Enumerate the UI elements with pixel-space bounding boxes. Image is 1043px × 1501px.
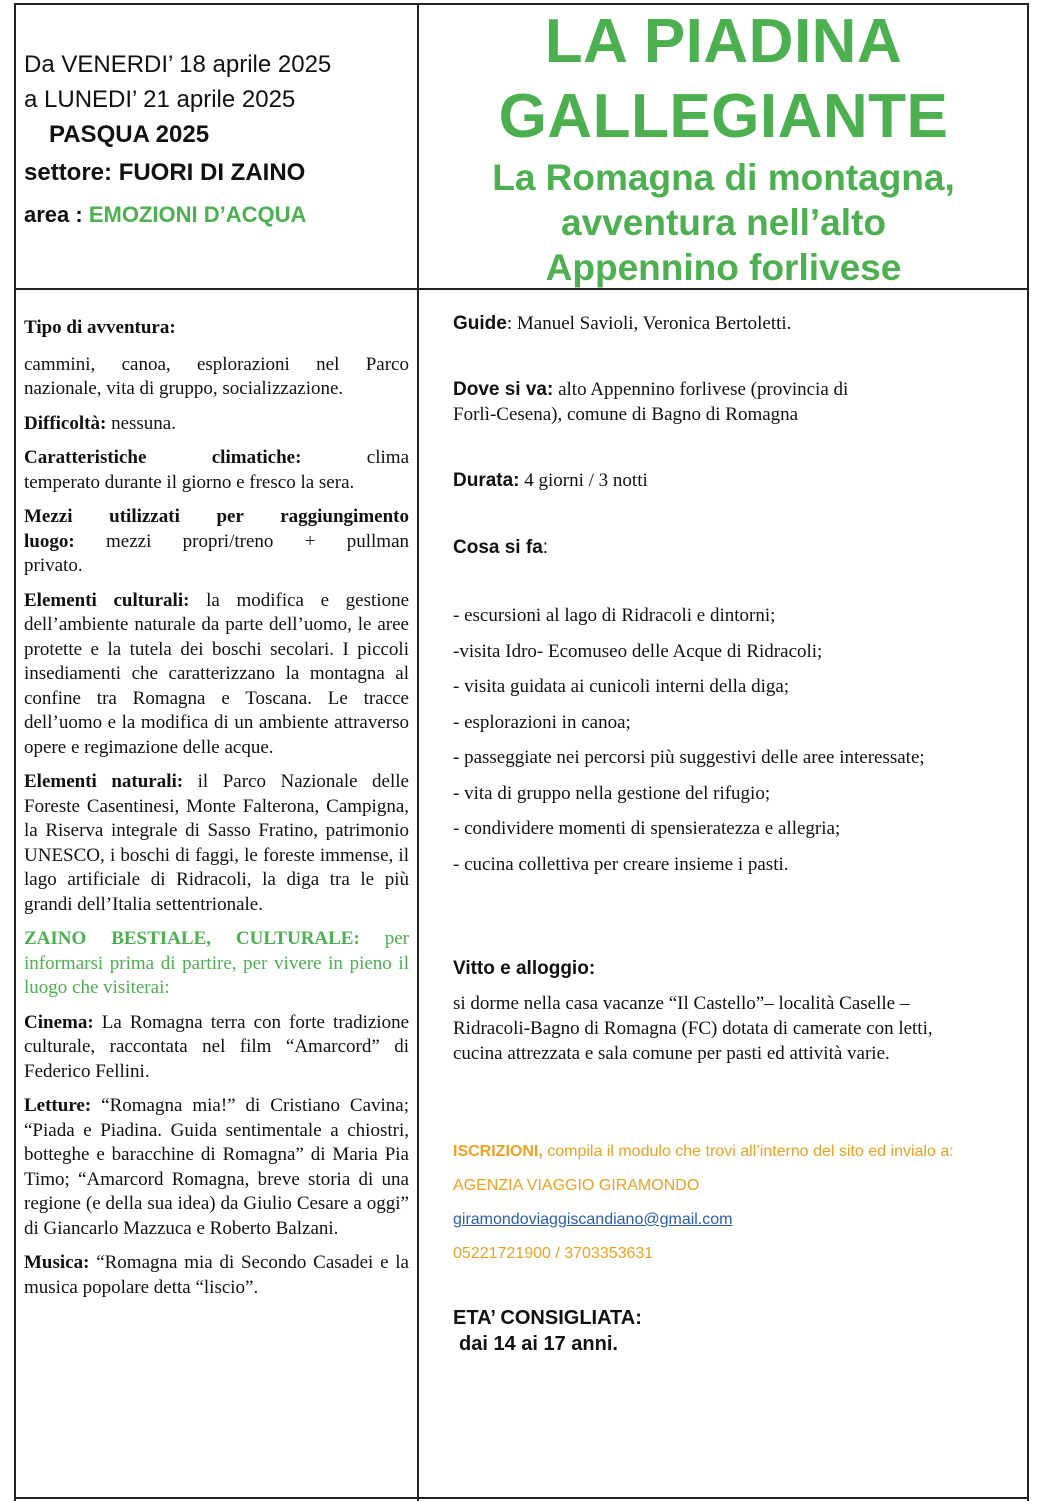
mezzi-line-2: [24, 530, 409, 555]
vitto-heading: [453, 956, 595, 981]
tipo-label: Tipo di avventura:: [24, 317, 176, 338]
letture: [24, 1094, 409, 1241]
tipo-text: [24, 353, 409, 402]
border-left: [14, 3, 16, 1501]
mezzi: [24, 505, 409, 579]
subtitle-line-1: La Romagna di montagna,: [492, 157, 955, 198]
subtitle-line-2: avventura nell’alto: [561, 202, 886, 243]
zaino-label: ZAINO BESTIALE, CULTURALE:: [24, 928, 360, 949]
list-item: - esplorazioni in canoa;: [453, 711, 631, 733]
mezzi-label: luogo:: [24, 530, 75, 552]
cosa-colon: :: [542, 537, 549, 558]
musica: [24, 1251, 409, 1300]
durata-value: 4 giorni / 3 notti: [519, 470, 648, 491]
border-top: [14, 3, 1029, 5]
eta-consigliata: [453, 1305, 642, 1357]
vitto-label: Vitto e alloggio:: [453, 958, 596, 979]
tipo-line-1: cammini, canoa, esplorazioni nel Parco: [24, 353, 409, 375]
cult-text: la modifica e gestione dell’ambiente naturale da parte dell’uomo, le aree protette e la tutela dei boschi secolari. I piccoli insediamenti che caratterizzano la montagna al confine tra Romagna e Toscana. Le tracce dell’uomo e la modifica di un ambiente attraverso opere e regimazione delle acque.: [24, 589, 409, 758]
vitto-text: [453, 991, 1023, 1066]
subtitle-line-3: Appennino forlivese: [545, 247, 902, 288]
clima-label: Caratteristiche climatiche:: [24, 447, 302, 468]
column-divider: [417, 3, 419, 1501]
settore: [24, 155, 409, 190]
area-value: EMOZIONI D’ACQUA: [88, 202, 307, 227]
title-block: [420, 7, 1027, 290]
durata-label: Durata:: [453, 470, 520, 491]
title-line-2: GALLEGIANTE: [498, 82, 949, 151]
nat-text: il Parco Nazionale delle Foreste Casentinesi, Monte Falterona, Campigna, la Riserva integrale di Sasso Fratino, patrimonio UNESCO, i boschi di faggi, le foreste immense, il lago artificiale di Ridracoli, la diga tra le più grandi dell’Italia settentrionale.: [24, 771, 409, 915]
dove-line-2: Forlì-Cesena), comune di Bagno di Romagna: [453, 404, 799, 425]
cinema: [24, 1011, 409, 1085]
border-right: [1027, 3, 1029, 1501]
date-from: Da VENERDI’ 18 aprile 2025: [24, 51, 332, 78]
iscrizioni-text: compila il modulo che trovi all’interno del sito ed invialo a:: [542, 1143, 954, 1160]
vitto-line-3: cucina attrezzata e sala comune per pasti ed attività varie.: [453, 1043, 890, 1064]
border-bottom: [14, 1497, 1029, 1499]
activities-list: [453, 598, 1023, 882]
cult-label: Elementi culturali:: [24, 589, 190, 611]
guide-label: Guide: [453, 313, 507, 334]
list-item: - cucina collettiva per creare insieme i pasti.: [453, 853, 789, 875]
letture-text: “Romagna mia!” di Cristiano Cavina; “Piada e Piadina. Guida sentimentale a chiostri, botteghe e baracchine di Romagna” di Maria Pia Timo; “Amarcord Romagna, breve storia di una regione (e della sua idea) da Giulio Cesare a oggi” di Giancarlo Mazzuca e Roberto Balzani.: [24, 1095, 409, 1239]
header-info: [24, 47, 409, 232]
dove-value: alto Appennino forlivese (provincia di: [553, 379, 849, 400]
date-to: a LUNEDI’ 21 aprile 2025: [24, 86, 296, 113]
phone-numbers: 05221721900 / 3703353631: [453, 1245, 654, 1262]
clima: [24, 446, 409, 495]
iscrizioni-label: ISCRIZIONI,: [453, 1143, 543, 1160]
mezzi-line-3: privato.: [24, 555, 83, 576]
eta-label: ETA’ CONSIGLIATA:: [453, 1307, 642, 1329]
elementi-naturali: [24, 770, 409, 917]
agency-name: AGENZIA VIAGGIO GIRAMONDO: [453, 1177, 700, 1194]
list-item: - vita di gruppo nella gestione del rifugio;: [453, 782, 771, 804]
list-item: - visita guidata ai cunicoli interni della diga;: [453, 676, 790, 697]
tipo-heading: [24, 316, 409, 341]
difficolta-label: Difficoltà:: [24, 412, 107, 434]
vitto-line-1: si dorme nella casa vacanze “Il Castello”– località Caselle –: [453, 993, 910, 1014]
tipo-line-2: nazionale, vita di gruppo, socializzazione.: [24, 378, 344, 399]
area-label: area :: [24, 202, 89, 227]
email-link[interactable]: giramondoviaggiscandiano@gmail.com: [453, 1211, 733, 1228]
musica-label: Musica:: [24, 1252, 90, 1273]
guide-value: : Manuel Savioli, Veronica Bertoletti.: [506, 313, 792, 334]
cinema-label: Cinema:: [24, 1011, 94, 1033]
clima-line-1: [24, 446, 409, 471]
durata: [453, 468, 1023, 493]
list-item: -visita Idro- Ecomuseo delle Acque di Ridracoli;: [453, 640, 823, 662]
eta-value: dai 14 ai 17 anni.: [459, 1333, 618, 1355]
difficolta: [24, 412, 409, 437]
list-item: - condividere momenti di spensieratezza e allegria;: [453, 818, 841, 839]
list-item: - escursioni al lago di Ridracoli e dintorni;: [453, 605, 776, 626]
iscrizioni: [453, 1135, 1033, 1271]
list-item: - passeggiate nei percorsi più suggestivi delle aree interessate;: [453, 747, 925, 768]
zaino-bestiale: [24, 927, 409, 1001]
clima-value: clima: [301, 447, 409, 468]
letture-label: Letture:: [24, 1095, 92, 1116]
mezzi-line-1: Mezzi utilizzati per raggiungimento: [24, 506, 409, 527]
musica-text: “Romagna mia di Secondo Casadei e la musica popolare detta “liscio”.: [24, 1252, 409, 1298]
nat-label: Elementi naturali:: [24, 771, 184, 792]
dove-label: Dove si va:: [453, 379, 554, 400]
settore-value: FUORI DI ZAINO: [118, 159, 306, 186]
cosa-label: Cosa si fa: [453, 537, 543, 558]
guide: [453, 311, 1023, 336]
mezzi-value: mezzi propri/treno + pullman: [74, 530, 409, 552]
cosa-si-fa: [453, 535, 1023, 560]
cinema-text: La Romagna terra con forte tradizione culturale, raccontata nel film “Amarcord” di Federico Fellini.: [24, 1011, 409, 1082]
dove: [453, 377, 1023, 427]
elementi-culturali: [24, 589, 409, 761]
right-column: [453, 311, 1023, 1355]
difficolta-value: nessuna.: [106, 412, 176, 434]
area: [24, 197, 409, 232]
vitto-line-2: Ridracoli-Bagno di Romagna (FC) dotata di camerate con letti,: [453, 1018, 933, 1039]
left-column: [24, 316, 409, 1310]
settore-label: settore:: [24, 159, 119, 186]
clima-line-2: temperato durante il giorno e fresco la sera.: [24, 471, 355, 493]
title-line-1: LA PIADINA: [544, 7, 903, 76]
event-name: PASQUA 2025: [49, 121, 210, 148]
zaino-text: per informarsi prima di partire, per vivere in pieno il luogo che visiterai:: [24, 928, 409, 998]
